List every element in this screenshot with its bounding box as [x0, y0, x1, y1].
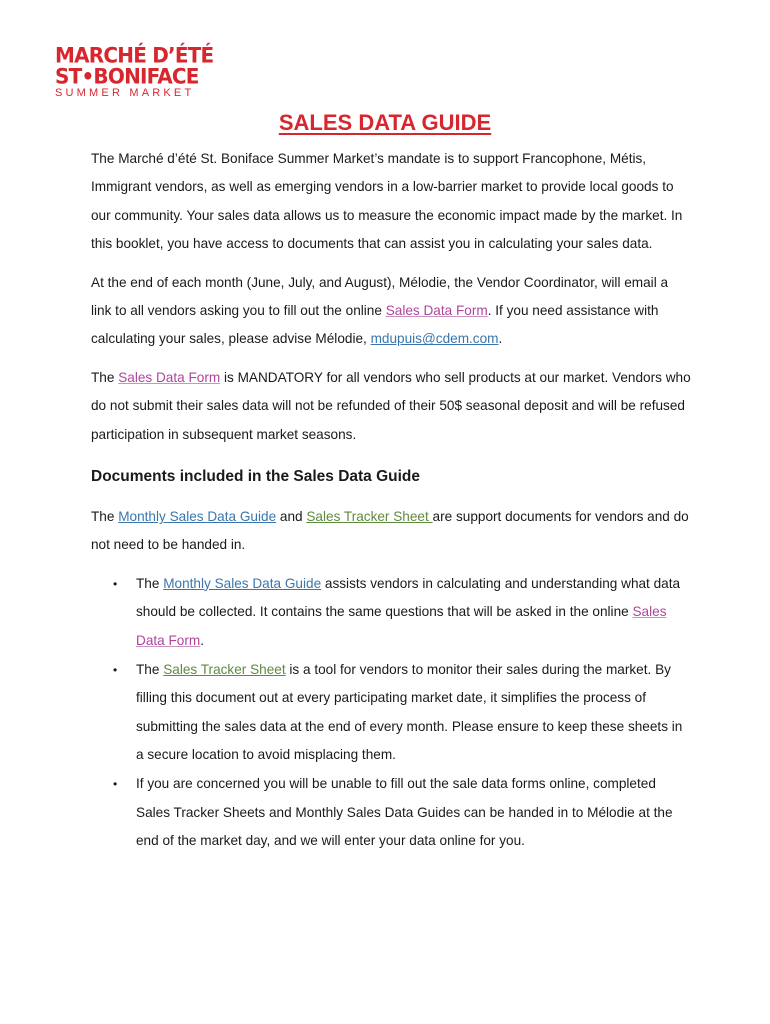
sales-data-form-link[interactable]: Sales Data Form [385, 303, 488, 319]
text: is MANDATORY for all vendors who sell products at our market. Vendors who do not submit their sales data will not be refunded of their 50$ seasonal deposit and will be refused participation in subsequent market seasons. [91, 369, 691, 442]
form-paragraph [91, 269, 691, 354]
bullet-icon: • [113, 662, 118, 677]
intro-paragraph: The Marché d’été St. Boniface Summer Market’s mandate is to support Francophone, Métis, Immigrant vendors, as well as emerging vendors in a low-barrier market to provide local goods to our community. Your sales data allows us to measure the economic impact made by the market. In this booklet, you have access to documents that can assist you in calculating your sales data. [91, 151, 683, 252]
text: The [136, 575, 164, 591]
list-item [91, 656, 691, 770]
text: are support documents for vendors and do not need to be handed in. [91, 509, 689, 553]
text: . If you need assistance with calculating your sales, please advise Mélodie, [91, 303, 659, 347]
text: If you are concerned you will be unable to fill out the sale data forms online, completed Sales Tracker Sheets and Monthly Sales Data Guides can be handed in to Mélodie at the end of the market day, and we will enter your data online for you. [136, 776, 673, 849]
text: The [136, 661, 164, 677]
text: . [498, 331, 503, 347]
text: and [276, 509, 307, 525]
mandatory-paragraph [91, 364, 691, 449]
document-body [91, 145, 691, 856]
bullet-icon: • [113, 777, 118, 792]
logo-line-1: MARCHÉ D’ÉTÉ [55, 41, 214, 68]
sales-data-form-link[interactable]: Sales Data Form [118, 369, 221, 385]
email-link[interactable]: mdupuis@cdem.com [370, 331, 499, 347]
text: . [200, 633, 204, 649]
sales-tracker-sheet-link[interactable]: Sales Tracker Sheet [306, 509, 433, 525]
documents-paragraph [91, 503, 691, 560]
sales-data-form-link[interactable]: Sales Data Form [136, 604, 667, 649]
text: At the end of each month (June, July, and August), Mélodie, the Vendor Coordinator, will email a link to all vendors asking you to fill out the online [91, 274, 669, 319]
list-item [91, 570, 691, 656]
bullet-icon: • [113, 576, 118, 591]
monthly-sales-data-guide-link[interactable]: Monthly Sales Data Guide [118, 509, 277, 525]
logo-line-3: SUMMER MARKET [55, 87, 195, 99]
section-heading: Documents included in the Sales Data Guide [91, 468, 421, 486]
market-logo [55, 41, 214, 99]
monthly-sales-data-guide-link[interactable]: Monthly Sales Data Guide [163, 575, 322, 591]
page-title: SALES DATA GUIDE [278, 110, 492, 135]
list-item [91, 770, 691, 856]
text: assists vendors in calculating and understanding what data should be collected. It contains the same questions that will be asked in the online [136, 575, 681, 620]
documents-list [91, 570, 691, 856]
text: The [91, 509, 119, 525]
logo-line-2: ST•BONIFACE [55, 62, 199, 89]
text: The [91, 369, 119, 385]
text: is a tool for vendors to monitor their sales during the market. By filling this document out at every participating market date, it simplifies the process of submitting the sales data at the end of every month. Please ensure to keep these sheets in a secure location to avoid misplacing them. [136, 661, 683, 763]
sales-tracker-sheet-link[interactable]: Sales Tracker Sheet [163, 661, 286, 677]
